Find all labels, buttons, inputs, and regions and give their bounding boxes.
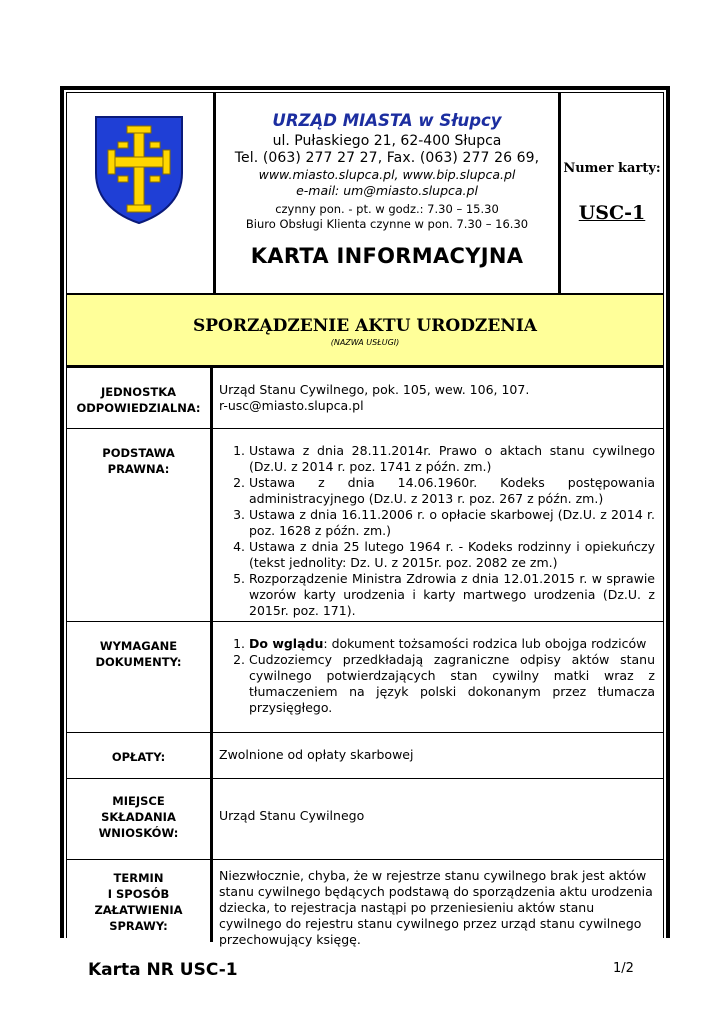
office-phone: Tel. (063) 277 27 27, Fax. (063) 277 26 69, xyxy=(234,150,540,166)
label-line: I SPOSÓB xyxy=(107,887,170,901)
office-name: URZĄD MIASTA w Słupcy xyxy=(272,111,502,130)
customer-service-hours: Biuro Obsługi Klienta czynne w pon. 7.30 – 16.30 xyxy=(245,217,529,231)
emphasis: Do wglądu xyxy=(249,636,324,651)
service-title-band xyxy=(67,295,663,368)
list-item: 5. Rozporządzenie Ministra Zdrowia z dnia 12.01.2015 r. w sprawie wzorów karty urodzenia i karty martwego urodzenia (Dz.U. z 2015r. poz. 171). xyxy=(249,571,655,619)
row-value xyxy=(219,382,655,414)
label-line: JEDNOSTKA xyxy=(100,385,177,399)
row-fees xyxy=(67,733,663,779)
list-item: 2. Ustawa z dnia 14.06.1960r. Kodeks postępowania administracyjnego (Dz.U. z 2013 r. poz. 267 z późn. zm.) xyxy=(249,475,655,507)
card-number: USC-1 xyxy=(578,202,646,224)
list-item xyxy=(249,636,655,652)
unit-location: Urząd Stanu Cywilnego, pok. 105, wew. 106, 107. xyxy=(219,382,530,397)
list-item: 2. Cudzoziemcy przedkładają zagraniczne odpisy aktów stanu cywilnego potwierdzających stan cywilny matki wraz z tłumaczeniem na język polski dokonanym przez tłumacza przysięgłego. xyxy=(249,652,655,716)
label-line: SKŁADANIA xyxy=(101,810,176,824)
row-value xyxy=(219,636,655,716)
service-name: SPORZĄDZENIE AKTU URODZENIA xyxy=(193,316,537,336)
label-line: OPŁATY: xyxy=(111,750,166,764)
header xyxy=(67,92,663,296)
office-email[interactable]: e-mail: um@miasto.slupca.pl xyxy=(296,183,478,198)
card-number-cell xyxy=(561,93,663,293)
row-processing-time xyxy=(67,860,663,947)
row-value: Urząd Stanu Cywilnego xyxy=(219,808,365,823)
row-value: Niezwłocznie, chyba, że w rejestrze stanu cywilnego brak jest aktów stanu cywilnego będących podstawą do sporządzenia aktu urodzenia dziecka, to rejestracja nastąpi po przeniesieniu aktów stanu cywilnego do rejestru stanu cywilnego przez urząd stanu cywilnego przechowujący księgę. xyxy=(219,868,653,947)
row-label xyxy=(67,860,213,942)
item-text: : dokument tożsamości rodzica lub obojga rodziców xyxy=(323,636,647,651)
crest-cell xyxy=(67,93,216,293)
row-label xyxy=(67,622,213,732)
row-label xyxy=(67,779,213,859)
row-application-place xyxy=(67,779,663,860)
document-table xyxy=(66,92,664,947)
row-required-documents xyxy=(67,622,663,733)
label-line: SPRAWY: xyxy=(109,919,168,933)
page-number: 1/2 xyxy=(613,961,634,976)
row-label xyxy=(67,429,213,621)
label-line: WNIOSKÓW: xyxy=(98,826,179,840)
label-line: TERMIN xyxy=(113,871,164,885)
footer-card-number: Karta NR USC-1 xyxy=(88,960,238,980)
row-value: Zwolnione od opłaty skarbowej xyxy=(219,747,414,762)
label-line: WYMAGANE xyxy=(99,639,178,653)
row-responsible-unit xyxy=(67,368,663,429)
row-label xyxy=(67,733,213,778)
label-line: PRAWNA: xyxy=(107,462,170,476)
required-documents-list xyxy=(219,636,655,716)
card-number-label: Numer karty: xyxy=(563,161,661,176)
unit-email[interactable]: r-usc@miasto.slupca.pl xyxy=(219,398,364,413)
document-title: KARTA INFORMACYJNA xyxy=(250,244,524,268)
row-value xyxy=(219,443,655,619)
office-websites[interactable]: www.miasto.slupca.pl, www.bip.slupca.pl xyxy=(258,167,516,182)
office-hours: czynny pon. - pt. w godz.: 7.30 – 15.30 xyxy=(275,202,499,216)
label-line: ODPOWIEDZIALNA: xyxy=(76,401,201,415)
label-line: PODSTAWA xyxy=(102,446,175,460)
service-name-note: (NAZWA USŁUGI) xyxy=(330,338,400,347)
label-line: MIEJSCE xyxy=(112,794,165,808)
list-item: 1. Ustawa z dnia 28.11.2014r. Prawo o aktach stanu cywilnego (Dz.U. z 2014 r. poz. 1741 z późn. zm.) xyxy=(249,443,655,475)
label-line: DOKUMENTY: xyxy=(95,655,182,669)
office-address: ul. Pułaskiego 21, 62-400 Słupca xyxy=(272,133,502,149)
label-line: ZAŁATWIENIA xyxy=(94,903,183,917)
row-label xyxy=(67,368,213,428)
list-item: 4. Ustawa z dnia 25 lutego 1964 r. - Kodeks rodzinny i opiekuńczy (tekst jednolity: Dz. U. z 2015r. poz. 2082 ze zm.) xyxy=(249,539,655,571)
coat-of-arms-icon xyxy=(94,115,184,225)
list-item: 3. Ustawa z dnia 16.11.2006 r. o opłacie skarbowej (Dz.U. z 2014 r. poz. 1628 z późn. zm.) xyxy=(249,507,655,539)
row-legal-basis xyxy=(67,429,663,622)
legal-basis-list xyxy=(219,443,655,619)
office-info xyxy=(216,93,561,293)
document-frame xyxy=(60,86,670,947)
